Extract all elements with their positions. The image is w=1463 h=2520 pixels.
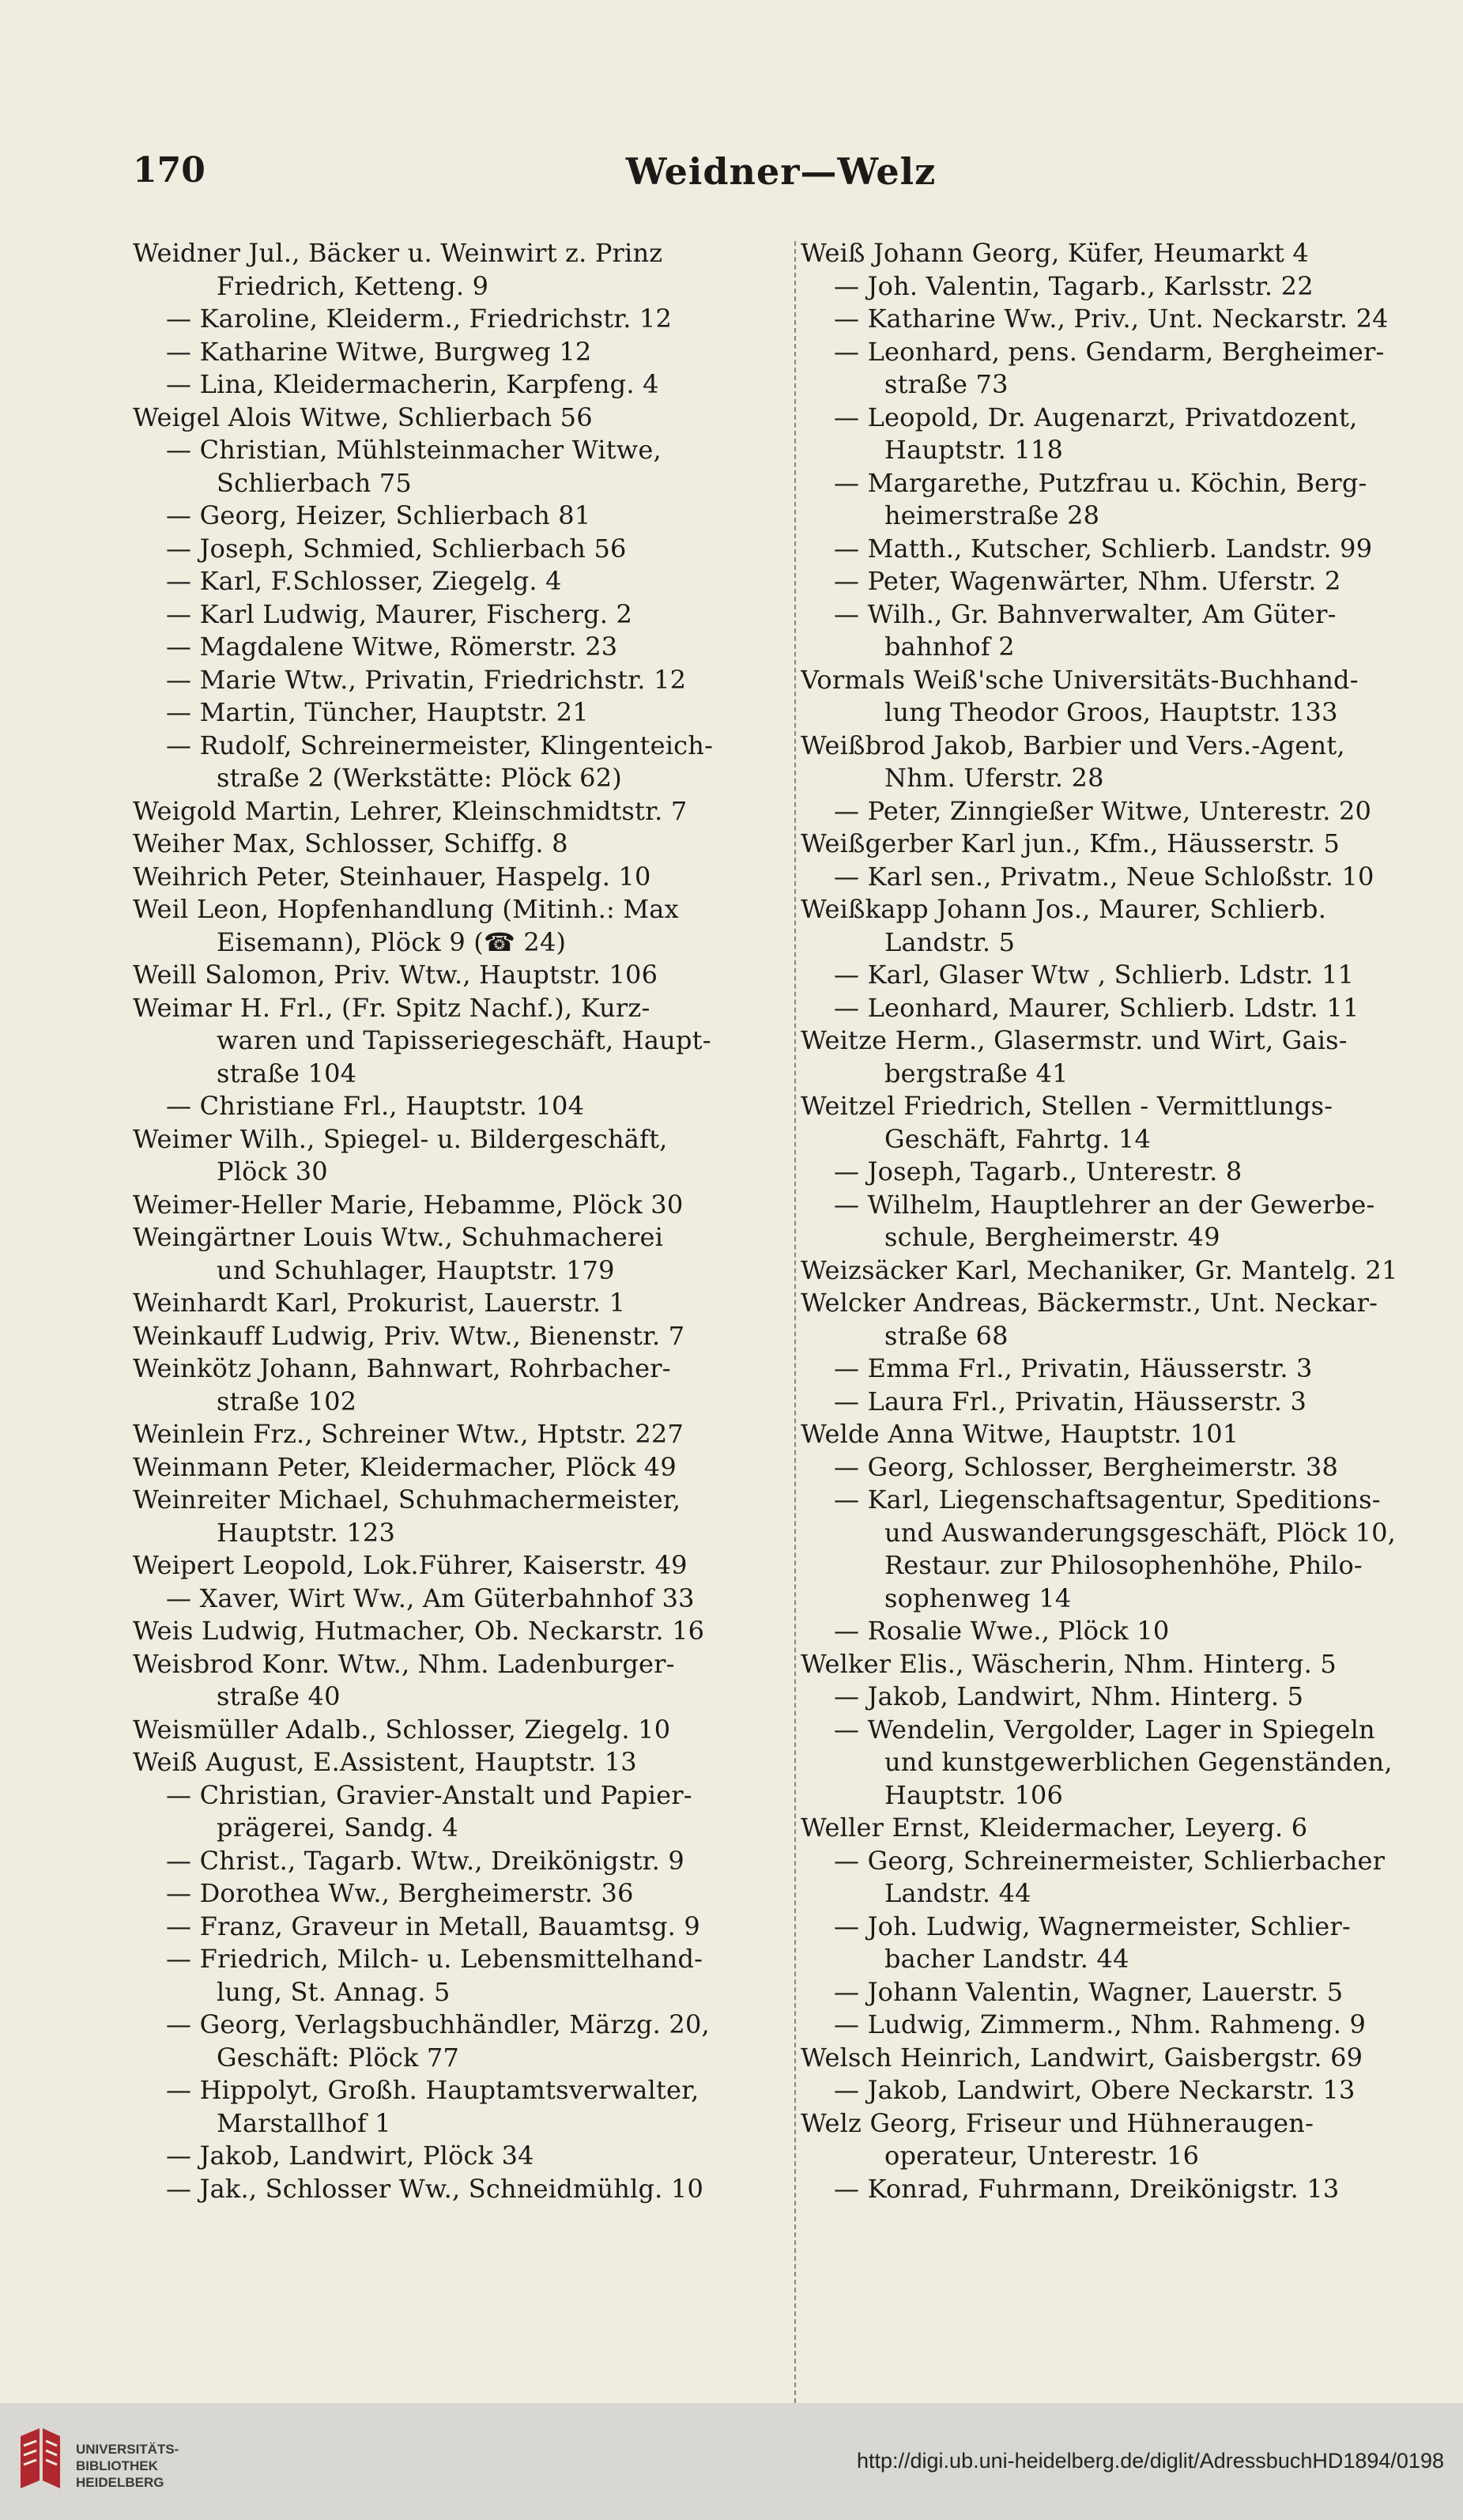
- entry-continuation-line: Eisemann), Plöck 9 (☎ 24): [217, 926, 567, 957]
- directory-entry-line: — Joh. Ludwig, Wagnermeister, Schlier-: [834, 1911, 1351, 1941]
- directory-entry-line: Weil Leon, Hopfenhandlung (Mitinh.: Max: [133, 894, 679, 924]
- entry-continuation-line: Geschäft: Plöck 77: [217, 2042, 460, 2073]
- entry-continuation-line: Landstr. 44: [884, 1878, 1031, 1908]
- entry-continuation-line: und Auswanderungsgeschäft, Plöck 10,: [884, 1517, 1397, 1548]
- university-library-logo-icon: [16, 2425, 65, 2496]
- entry-continuation-line: und kunstgewerblichen Gegenständen,: [884, 1747, 1393, 1777]
- entry-continuation-line: Hauptstr. 123: [217, 1517, 396, 1548]
- page-number: 170: [133, 150, 205, 191]
- directory-entry-line: — Joseph, Schmied, Schlierbach 56: [166, 533, 627, 564]
- directory-entry-line: Weigold Martin, Lehrer, Kleinschmidtstr. 7: [133, 795, 688, 826]
- directory-entry-line: Weißbrod Jakob, Barbier und Vers.-Agent,: [801, 730, 1345, 760]
- directory-entry-line: Weinreiter Michael, Schuhmachermeister,: [133, 1484, 681, 1515]
- directory-entry-line: Vormals Weiß'sche Universitäts-Buchhand-: [801, 664, 1359, 695]
- library-name-line: BIBLIOTHEK: [76, 2458, 158, 2473]
- directory-entry-line: — Wilhelm, Hauptlehrer an der Gewerbe-: [834, 1189, 1375, 1220]
- footer-bar: [0, 2403, 1463, 2520]
- directory-entry-line: — Karl, F.Schlosser, Ziegelg. 4: [166, 566, 562, 596]
- directory-entry-line: Weißkapp Johann Jos., Maurer, Schlierb.: [801, 894, 1327, 924]
- directory-entry-line: Weiß Johann Georg, Küfer, Heumarkt 4: [801, 238, 1309, 268]
- entry-continuation-line: lung, St. Annag. 5: [217, 1976, 451, 2007]
- directory-entry-line: — Rudolf, Schreinermeister, Klingenteich-: [166, 730, 714, 760]
- entry-continuation-line: Landstr. 5: [884, 926, 1016, 957]
- directory-entry-line: Weimer Wilh., Spiegel- u. Bildergeschäft,: [133, 1123, 668, 1154]
- entry-continuation-line: straße 104: [217, 1058, 357, 1088]
- source-url[interactable]: http://digi.ub.uni-heidelberg.de/diglit/AdressbuchHD1894/0198: [856, 2449, 1444, 2473]
- directory-entry-line: Weihrich Peter, Steinhauer, Haspelg. 10: [133, 861, 651, 892]
- directory-entry-line: — Christiane Frl., Hauptstr. 104: [166, 1091, 585, 1121]
- entry-continuation-line: und Schuhlager, Hauptstr. 179: [217, 1254, 615, 1285]
- entry-continuation-line: Schlierbach 75: [217, 467, 412, 498]
- column-divider: [794, 241, 796, 2411]
- directory-entry-line: Weinmann Peter, Kleidermacher, Plöck 49: [133, 1451, 677, 1482]
- directory-entry-line: Weinlein Frz., Schreiner Wtw., Hptstr. 227: [133, 1419, 684, 1449]
- entry-continuation-line: bacher Landstr. 44: [884, 1944, 1129, 1974]
- entry-continuation-line: operateur, Unterestr. 16: [884, 2141, 1200, 2171]
- directory-entry-line: — Jakob, Landwirt, Nhm. Hinterg. 5: [834, 1681, 1304, 1711]
- directory-entry-line: Weiher Max, Schlosser, Schiffg. 8: [133, 828, 568, 858]
- directory-entry-line: — Marie Wtw., Privatin, Friedrichstr. 12: [166, 664, 687, 695]
- directory-entry-line: Weimar H. Frl., (Fr. Spitz Nachf.), Kurz-: [133, 992, 650, 1023]
- entry-continuation-line: straße 2 (Werkstätte: Plöck 62): [217, 763, 622, 793]
- directory-entry-line: — Franz, Graveur in Metall, Bauamtsg. 9: [166, 1911, 700, 1941]
- entry-continuation-line: Nhm. Uferstr. 28: [884, 763, 1104, 793]
- directory-entry-line: Weipert Leopold, Lok.Führer, Kaiserstr. 49: [133, 1550, 688, 1580]
- entry-continuation-line: heimerstraße 28: [884, 500, 1100, 530]
- directory-entry-line: — Katharine Ww., Priv., Unt. Neckarstr. 24: [834, 304, 1389, 334]
- entry-continuation-line: sophenweg 14: [884, 1583, 1072, 1613]
- directory-entry-line: — Leopold, Dr. Augenarzt, Privatdozent,: [834, 402, 1358, 432]
- entry-continuation-line: Hauptstr. 118: [884, 435, 1064, 465]
- directory-entry-line: — Georg, Schreinermeister, Schlierbacher: [834, 1845, 1386, 1876]
- directory-entry-line: — Christ., Tagarb. Wtw., Dreikönigstr. 9: [166, 1845, 684, 1876]
- left-column: [133, 237, 785, 2205]
- entry-continuation-line: straße 40: [217, 1681, 341, 1711]
- directory-entry-line: Weis Ludwig, Hutmacher, Ob. Neckarstr. 16: [133, 1616, 705, 1646]
- entry-continuation-line: bahnhof 2: [884, 632, 1015, 662]
- directory-entry-line: — Friedrich, Milch- u. Lebensmittelhand-: [166, 1944, 703, 1974]
- directory-entry-line: Welsch Heinrich, Landwirt, Gaisbergstr. 69: [801, 2042, 1363, 2073]
- directory-entry-line: — Dorothea Ww., Bergheimerstr. 36: [166, 1878, 634, 1908]
- directory-entry-line: Weidner Jul., Bäcker u. Weinwirt z. Prinz: [133, 238, 663, 268]
- library-name: [76, 2441, 179, 2491]
- entry-continuation-line: straße 73: [884, 369, 1009, 399]
- directory-entry-line: Welz Georg, Friseur und Hühneraugen-: [801, 2107, 1314, 2138]
- directory-entry-line: — Joseph, Tagarb., Unterestr. 8: [834, 1156, 1242, 1186]
- entry-continuation-line: lung Theodor Groos, Hauptstr. 133: [884, 697, 1338, 727]
- entry-continuation-line: Plöck 30: [217, 1156, 328, 1186]
- directory-entry-line: Weitze Herm., Glasermstr. und Wirt, Gais-: [801, 1025, 1348, 1055]
- directory-entry-line: — Martin, Tüncher, Hauptstr. 21: [166, 697, 589, 727]
- directory-entry-line: Weingärtner Louis Wtw., Schuhmacherei: [133, 1222, 664, 1252]
- entry-continuation-line: straße 68: [884, 1320, 1009, 1351]
- directory-entry-line: — Wilh., Gr. Bahnverwalter, Am Güter-: [834, 598, 1337, 629]
- entry-continuation-line: waren und Tapisseriegeschäft, Haupt-: [217, 1025, 711, 1055]
- directory-entry-line: — Joh. Valentin, Tagarb., Karlsstr. 22: [834, 270, 1314, 301]
- entry-continuation-line: bergstraße 41: [884, 1058, 1069, 1088]
- directory-entry-line: Weimer-Heller Marie, Hebamme, Plöck 30: [133, 1189, 684, 1220]
- directory-entry-line: — Xaver, Wirt Ww., Am Güterbahnhof 33: [166, 1583, 695, 1613]
- directory-entry-line: — Katharine Witwe, Burgweg 12: [166, 336, 592, 367]
- directory-entry-line: Welker Elis., Wäscherin, Nhm. Hinterg. 5: [801, 1648, 1337, 1679]
- directory-entry-line: Welde Anna Witwe, Hauptstr. 101: [801, 1419, 1239, 1449]
- directory-entry-line: Weller Ernst, Kleidermacher, Leyerg. 6: [801, 1813, 1308, 1843]
- entry-continuation-line: Hauptstr. 106: [884, 1779, 1064, 1810]
- directory-entry-line: Weisbrod Konr. Wtw., Nhm. Ladenburger-: [133, 1648, 675, 1679]
- directory-entry-line: — Georg, Schlosser, Bergheimerstr. 38: [834, 1451, 1339, 1482]
- directory-entry-line: — Georg, Heizer, Schlierbach 81: [166, 500, 591, 530]
- directory-entry-line: — Jakob, Landwirt, Plöck 34: [166, 2141, 534, 2171]
- directory-entry-line: Weinhardt Karl, Prokurist, Lauerstr. 1: [133, 1288, 626, 1318]
- running-head: Weidner—Welz: [625, 150, 937, 193]
- page-header: [133, 150, 1429, 198]
- directory-entry-line: — Matth., Kutscher, Schlierb. Landstr. 99: [834, 533, 1373, 564]
- entry-continuation-line: Restaur. zur Philosophenhöhe, Philo-: [884, 1550, 1363, 1580]
- directory-entry-line: — Georg, Verlagsbuchhändler, Märzg. 20,: [166, 2009, 710, 2039]
- entry-continuation-line: Friedrich, Ketteng. 9: [217, 270, 489, 301]
- directory-entry-line: — Jakob, Landwirt, Obere Neckarstr. 13: [834, 2075, 1356, 2105]
- directory-entry-line: — Karl, Glaser Wtw , Schlierb. Ldstr. 11: [834, 960, 1355, 990]
- directory-entry-line: — Konrad, Fuhrmann, Dreikönigstr. 13: [834, 2173, 1340, 2204]
- entry-continuation-line: Marstallhof 1: [217, 2107, 391, 2138]
- directory-entry-line: — Ludwig, Zimmerm., Nhm. Rahmeng. 9: [834, 2009, 1367, 2039]
- directory-entry-line: Weiß August, E.Assistent, Hauptstr. 13: [133, 1747, 637, 1777]
- directory-entry-line: Weigel Alois Witwe, Schlierbach 56: [133, 402, 593, 432]
- entry-continuation-line: schule, Bergheimerstr. 49: [884, 1222, 1220, 1252]
- directory-entry-line: — Rosalie Wwe., Plöck 10: [834, 1616, 1170, 1646]
- directory-entry-line: — Karl, Liegenschaftsagentur, Speditions-: [834, 1484, 1381, 1515]
- directory-entry-line: Weill Salomon, Priv. Wtw., Hauptstr. 106: [133, 960, 658, 990]
- directory-entry-line: — Wendelin, Vergolder, Lager in Spiegeln: [834, 1714, 1375, 1745]
- directory-entry-line: — Karoline, Kleiderm., Friedrichstr. 12: [166, 304, 673, 334]
- directory-entry-line: — Peter, Wagenwärter, Nhm. Uferstr. 2: [834, 566, 1341, 596]
- directory-entry-line: Weinkötz Johann, Bahnwart, Rohrbacher-: [133, 1353, 671, 1383]
- entry-continuation-line: Geschäft, Fahrtg. 14: [884, 1123, 1151, 1154]
- library-name-line: HEIDELBERG: [76, 2475, 164, 2490]
- directory-entry-line: — Margarethe, Putzfrau u. Köchin, Berg-: [834, 467, 1367, 498]
- directory-entry-line: — Hippolyt, Großh. Hauptamtsverwalter,: [166, 2075, 699, 2105]
- library-name-line: UNIVERSITÄTS-: [76, 2442, 179, 2457]
- directory-entry-line: — Karl Ludwig, Maurer, Fischerg. 2: [166, 598, 633, 629]
- directory-entry-line: — Jak., Schlosser Ww., Schneidmühlg. 10: [166, 2173, 704, 2204]
- directory-entry-line: — Christian, Mühlsteinmacher Witwe,: [166, 435, 662, 465]
- directory-entry-line: — Emma Frl., Privatin, Häusserstr. 3: [834, 1353, 1313, 1383]
- directory-entry-line: — Christian, Gravier-Anstalt und Papier-: [166, 1779, 692, 1810]
- directory-entry-line: — Magdalene Witwe, Römerstr. 23: [166, 632, 618, 662]
- directory-entry-line: Weißgerber Karl jun., Kfm., Häusserstr. 5: [801, 828, 1340, 858]
- entry-continuation-line: prägerei, Sandg. 4: [217, 1813, 458, 1843]
- directory-entry-line: — Peter, Zinngießer Witwe, Unterestr. 20: [834, 795, 1372, 826]
- entry-continuation-line: straße 102: [217, 1386, 357, 1417]
- right-column: [801, 237, 1449, 2205]
- directory-entry-line: — Leonhard, pens. Gendarm, Bergheimer-: [834, 336, 1385, 367]
- directory-entry-line: Weitzel Friedrich, Stellen - Vermittlungs-: [801, 1091, 1333, 1121]
- directory-entry-line: — Laura Frl., Privatin, Häusserstr. 3: [834, 1386, 1307, 1417]
- directory-entry-line: Welcker Andreas, Bäckermstr., Unt. Neckar-: [801, 1288, 1378, 1318]
- directory-entry-line: Weismüller Adalb., Schlosser, Ziegelg. 10: [133, 1714, 671, 1745]
- directory-entry-line: — Lina, Kleidermacherin, Karpfeng. 4: [166, 369, 659, 399]
- directory-entry-line: — Johann Valentin, Wagner, Lauerstr. 5: [834, 1976, 1344, 2007]
- directory-entry-line: Weinkauff Ludwig, Priv. Wtw., Bienenstr. 7: [133, 1320, 685, 1351]
- directory-entry-line: Weizsäcker Karl, Mechaniker, Gr. Mantelg. 21: [801, 1254, 1398, 1285]
- directory-entry-line: — Leonhard, Maurer, Schlierb. Ldstr. 11: [834, 992, 1359, 1023]
- directory-entry-line: — Karl sen., Privatm., Neue Schloßstr. 10: [834, 861, 1374, 892]
